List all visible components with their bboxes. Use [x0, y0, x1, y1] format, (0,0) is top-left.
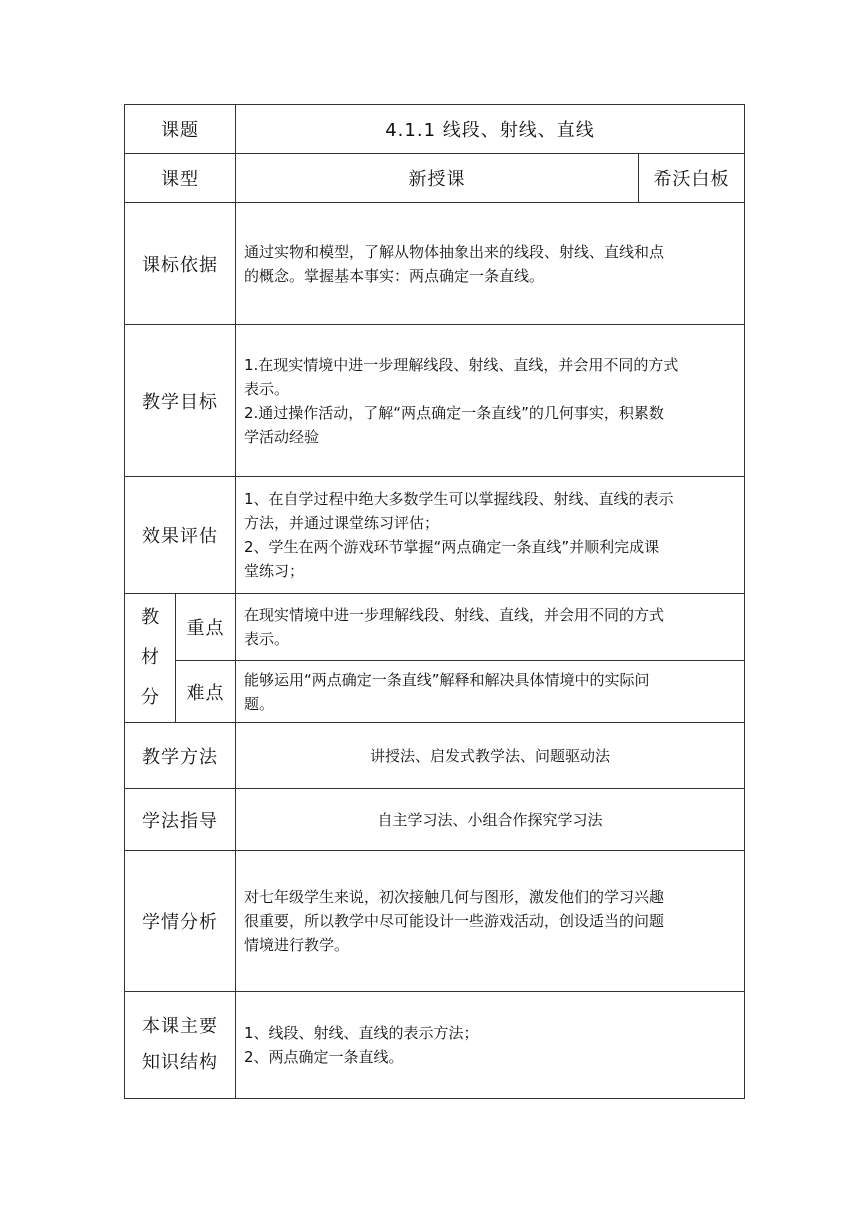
evaluation-line: 堂练习； [244, 562, 305, 580]
evaluation-line: 1、在自学过程中绝大多数学生可以掌握线段、射线、直线的表示 [244, 490, 674, 508]
evaluation-line: 方法，并通过课堂练习评估； [244, 514, 440, 532]
row-goals [125, 325, 745, 477]
material-label-char: 材 [141, 647, 159, 668]
method-value: 讲授法、启发式教学法、问题驱动法 [236, 723, 745, 789]
situation-label: 学情分析 [125, 851, 236, 992]
row-evaluation [125, 477, 745, 594]
structure-label-line: 本课主要 [142, 1016, 218, 1037]
type-label: 课型 [125, 154, 236, 203]
material-label-char: 分 [141, 687, 159, 708]
goals-line: 1.在现实情境中进一步理解线段、射线、直线，并会用不同的方式 [244, 355, 679, 374]
guidance-label: 学法指导 [125, 789, 236, 851]
row-type [125, 154, 745, 203]
key-point-line: 在现实情境中进一步理解线段、射线、直线，并会用不同的方式 [244, 606, 665, 624]
row-difficulty [125, 661, 745, 723]
evaluation-label: 效果评估 [125, 477, 236, 594]
topic-label: 课题 [125, 105, 236, 154]
standard-line: 通过实物和模型，了解从物体抽象出来的线段、射线、直线和点 [244, 242, 665, 261]
structure-label-line: 知识结构 [142, 1052, 218, 1073]
method-label: 教学方法 [125, 723, 236, 789]
row-topic [125, 105, 745, 154]
structure-line: 1、线段、射线、直线的表示方法； [244, 1024, 479, 1042]
goals-line: 学活动经验 [244, 427, 320, 446]
material-analysis-label [125, 594, 176, 723]
row-method [125, 723, 745, 789]
row-key-point [125, 594, 745, 661]
key-point-label: 重点 [176, 594, 236, 661]
type-value: 新授课 [236, 154, 639, 203]
evaluation-content [236, 477, 745, 594]
goals-line: 表示。 [244, 379, 290, 398]
lesson-plan-table [124, 104, 745, 1099]
evaluation-line: 2、学生在两个游戏环节掌握“两点确定一条直线”并顺利完成课 [244, 538, 660, 556]
difficulty-line: 能够运用“两点确定一条直线”解释和解决具体情境中的实际问 [244, 670, 650, 689]
material-label-char: 教 [141, 607, 159, 628]
standard-content [236, 203, 745, 325]
row-guidance [125, 789, 745, 851]
situation-line: 很重要，所以教学中尽可能设计一些游戏活动，创设适当的问题 [244, 912, 665, 930]
difficulty-label: 难点 [176, 661, 236, 723]
goals-line: 2.通过操作活动，了解“两点确定一条直线”的几何事实，积累数 [244, 403, 664, 422]
row-standard [125, 203, 745, 325]
goals-label: 教学目标 [125, 325, 236, 477]
structure-label [125, 992, 236, 1099]
difficulty-content [236, 661, 745, 723]
standard-label: 课标依据 [125, 203, 236, 325]
difficulty-line: 题。 [244, 694, 275, 713]
structure-line: 2、两点确定一条直线。 [244, 1048, 404, 1066]
type-tool: 希沃白板 [639, 154, 745, 203]
standard-line: 的概念。掌握基本事实：两点确定一条直线。 [244, 266, 545, 285]
key-point-content [236, 594, 745, 661]
situation-line: 对七年级学生来说，初次接触几何与图形，激发他们的学习兴趣 [244, 888, 665, 906]
goals-content [236, 325, 745, 477]
key-point-line: 表示。 [244, 630, 290, 648]
situation-content [236, 851, 745, 992]
topic-value: 4.1.1 线段、射线、直线 [236, 105, 745, 154]
situation-line: 情境进行教学。 [244, 936, 350, 954]
row-structure [125, 992, 745, 1099]
guidance-value: 自主学习法、小组合作探究学习法 [236, 789, 745, 851]
structure-content [236, 992, 745, 1099]
row-situation [125, 851, 745, 992]
